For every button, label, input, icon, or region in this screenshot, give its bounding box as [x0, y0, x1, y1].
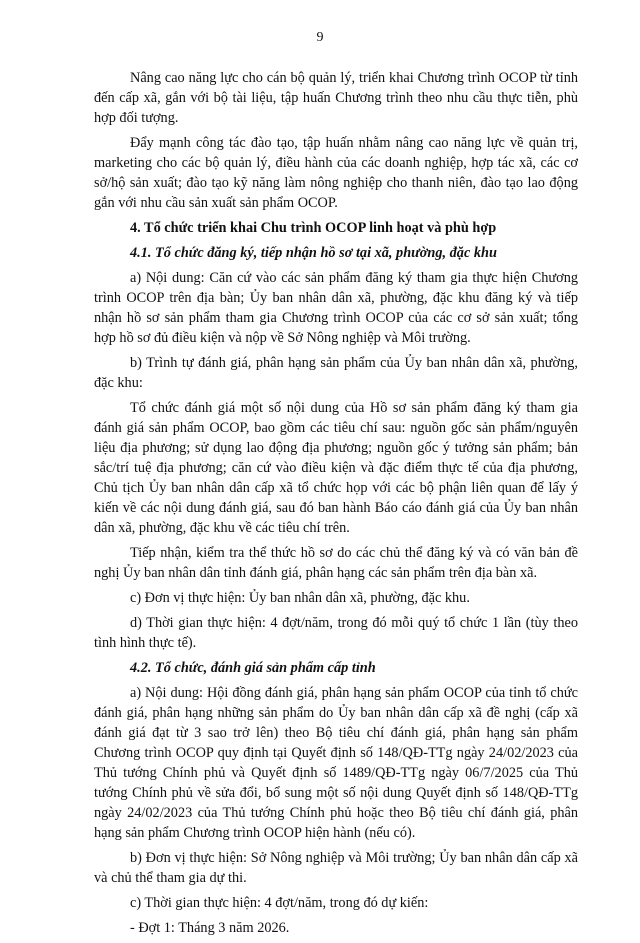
heading-section-4: 4. Tổ chức triển khai Chu trình OCOP linh hoạt và phù hợp: [130, 220, 497, 236]
paragraph-4-2-c: c) Thời gian thực hiện: 4 đợt/năm, trong đó dự kiến:: [130, 895, 429, 911]
paragraph-4-1-b-detail: Tổ chức đánh giá một số nội dung của Hồ sơ sản phẩm đăng ký tham gia đánh giá sản phẩm OCOP, bao gồm các tiêu chí sau: nguồn gốc sản phẩm/nguyên liệu địa phương; sử dụng lao động địa phương; nguồn gốc ý tưởng sản phẩm; bản sắc/trí tuệ địa phương; căn cứ vào điều kiện và đặc điểm thực tế của địa phương, Chủ tịch Ủy ban nhân dân cấp xã tổ chức họp với các bộ phận liên quan để lấy ý kiến về các nội dung đánh giá, sau đó ban hành Báo cáo đánh giá của Ủy ban nhân dân xã, phường, đặc khu về các tiêu chí trên.: [94, 400, 578, 536]
paragraph-training-marketing: Đẩy mạnh công tác đào tạo, tập huấn nhằm nâng cao năng lực về quản trị, marketing cho các bộ quản lý, điều hành của các doanh nghiệp, hợp tác xã, các cơ sở/hộ sản xuất; đào tạo kỹ năng làm nông nghiệp cho thanh niên, đào tạo lao động gắn với nhu cầu sản xuất sản phẩm OCOP.: [94, 135, 578, 211]
document-body: [94, 68, 578, 943]
paragraph-training-managers: Nâng cao năng lực cho cán bộ quản lý, triển khai Chương trình OCOP từ tỉnh đến cấp xã, gắn với bộ tài liệu, tập huấn Chương trình theo nhu cầu thực tiễn, phù hợp đối tượng.: [94, 70, 578, 126]
page-number: 9: [316, 30, 324, 45]
paragraph-round-1: - Đợt 1: Tháng 3 năm 2026.: [130, 920, 290, 936]
paragraph-4-1-b-receive: Tiếp nhận, kiểm tra thể thức hồ sơ do các chủ thể đăng ký và có văn bản đề nghị Ủy ban nhân dân tỉnh đánh giá, phân hạng các sản phẩm trên địa bàn xã.: [94, 545, 578, 581]
paragraph-4-1-a: a) Nội dung: Căn cứ vào các sản phẩm đăng ký tham gia thực hiện Chương trình OCOP trên địa bàn; Ủy ban nhân dân xã, phường, đặc khu đăng ký và tiếp nhận hồ sơ sản phẩm tham gia Chương trình OCOP của các cơ sở sản xuất; tổng hợp hồ sơ đủ điều kiện và nộp về Sở Nông nghiệp và Môi trường.: [94, 270, 578, 346]
paragraph-4-1-c: c) Đơn vị thực hiện: Ủy ban nhân dân xã, phường, đặc khu.: [130, 590, 470, 606]
paragraph-4-2-b: b) Đơn vị thực hiện: Sở Nông nghiệp và Môi trường; Ủy ban nhân dân cấp xã và chủ thể tham gia dự thi.: [94, 850, 578, 886]
heading-section-4-2: 4.2. Tổ chức, đánh giá sản phẩm cấp tỉnh: [130, 660, 376, 676]
heading-section-4-1: 4.1. Tổ chức đăng ký, tiếp nhận hồ sơ tại xã, phường, đặc khu: [130, 245, 497, 261]
paragraph-4-2-a: a) Nội dung: Hội đồng đánh giá, phân hạng sản phẩm OCOP của tỉnh tổ chức đánh giá, phân hạng những sản phẩm do Ủy ban nhân dân cấp xã đề nghị (cấp xã đánh giá đạt từ 3 sao trở lên) theo Bộ tiêu chí đánh giá, phân hạng sản phẩm Chương trình OCOP quy định tại Quyết định số 148/QĐ-TTg ngày 24/02/2023 của Thủ tướng Chính phủ và Quyết định số 1489/QĐ-TTg ngày 06/7/2025 của Thủ tướng Chính phủ về sửa đổi, bổ sung một số nội dung Quyết định số 148/QĐ-TTg ngày 24/02/2023 của Thủ tướng Chính phủ hoặc theo Bộ tiêu chí đánh giá, phân hạng sản phẩm Chương trình OCOP hiện hành (nếu có).: [94, 685, 578, 841]
paragraph-4-1-b: b) Trình tự đánh giá, phân hạng sản phẩm của Ủy ban nhân dân xã, phường, đặc khu:: [94, 355, 578, 391]
paragraph-4-1-d: d) Thời gian thực hiện: 4 đợt/năm, trong đó mỗi quý tổ chức 1 lần (tùy theo tình hình thực tế).: [94, 615, 578, 651]
